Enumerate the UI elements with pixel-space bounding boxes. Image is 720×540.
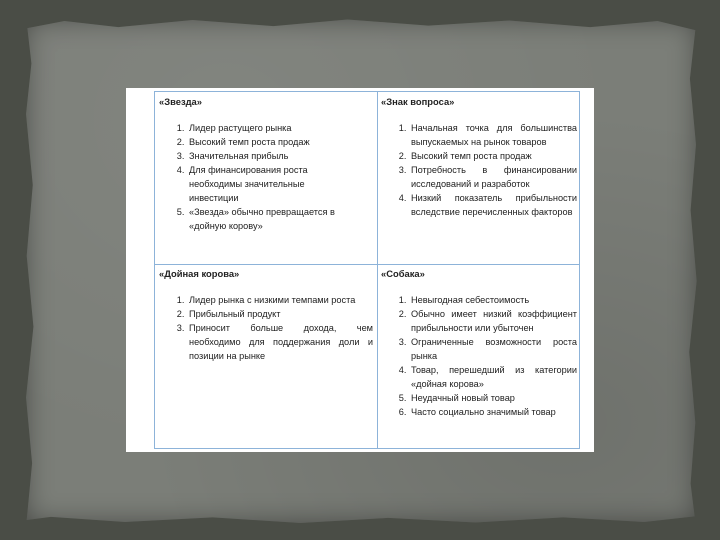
list-item: 4. Товар, перешедший из категории «дойная корова» [409,363,577,391]
cell-cash-cow [155,264,377,450]
list-item: 6. Часто социально значимый товар [409,405,577,419]
cell-title: «Знак вопроса» [381,96,455,107]
cell-list [381,121,577,219]
list-item: 2. Прибыльный продукт [187,307,373,321]
list-item: 3. Приносит больше дохода, чем необходимо для поддержания доли и позиции на рынке [187,321,373,363]
list-item: 3. Ограниченные возможности роста рынка [409,335,577,363]
list-item: 1. Лидер рынка с низкими темпами роста [187,293,373,307]
cell-list [381,293,577,419]
list-item: 4. Для финансирования роста необходимы значительные инвестиции [187,163,329,205]
list-item: 3. Значительная прибыль [187,149,373,163]
list-item: 2. Обычно имеет низкий коэффициент прибыльности или убыточен [409,307,577,335]
cell-star [155,92,377,264]
slide-image [126,88,594,452]
cell-list [159,293,373,363]
list-item: 2. Высокий темп роста продаж [409,149,577,163]
list-item: 1. Начальная точка для большинства выпускаемых на рынок товаров [409,121,577,149]
cell-dog [377,264,581,450]
list-item: 1. Лидер растущего рынка [187,121,373,135]
cell-title: «Собака» [381,268,425,279]
cell-title: «Дойная корова» [159,268,240,279]
cell-question-mark [377,92,581,264]
list-item: 4. Низкий показатель прибыльности вследствие перечисленных факторов [409,191,577,219]
list-item: 5. «Звезда» обычно превращается в «дойную корову» [187,205,359,233]
bcg-matrix-table [154,91,580,449]
list-item: 2. Высокий темп роста продаж [187,135,373,149]
list-item: 1. Невыгодная себестоимость [409,293,577,307]
cell-list [159,121,373,233]
list-item: 3. Потребность в финансировании исследований и разработок [409,163,577,191]
cell-title: «Звезда» [159,96,202,107]
list-item: 5. Неудачный новый товар [409,391,577,405]
